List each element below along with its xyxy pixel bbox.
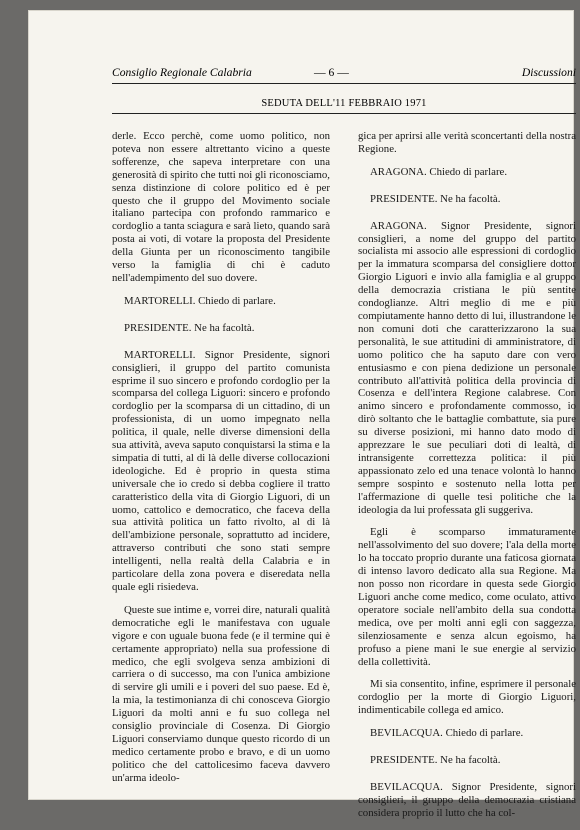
- paragraph: Egli è scomparso immaturamente nell'assolvimento del suo dovere; l'ala della morte lo ha toccato proprio durante una faticosa giornata di intenso lavoro dedicato alla sua Regione. Ma non posso non ricordare in questa sede Giorgio Liguori anche come medico, come oculato, attivo operatore sociale nell'ambito della sua condotta medica, ove per molti anni egli con saggezza, silenziosamente e senza alcun egoismo, ha profuso a piene mani le sue energie al servizio della collettività.: [358, 526, 576, 668]
- speaker-line: BEVILACQUA. Chiedo di parlare.: [370, 727, 524, 740]
- paragraph: gica per aprirsi alle verità sconcertanti della nostra Regione.: [358, 130, 576, 155]
- paragraph: MARTORELLI. Signor Presidente, signori consiglieri, il gruppo del partito comunista esprime il suo sincero e profondo cordoglio per la scomparsa del collega Liguori: sincero e profondo cordoglio per la scomparsa di un cittadino, di un professionista, di un uomo impegnato nella politica, il quale, nelle diverse dimensioni della sua attività, aveva saputo conquistarsi la stima e la simpatia di tutti, al di là delle diverse collocazioni ideologiche. Ed è proprio in questa stima universale che io credo si debba cogliere il tratto caratteristico della vita di Giorgio Liguori, di un uomo, cattolico e democratico, che faceva della sua attività politica un fatto rivolto, al di là dell'ambizione personale, soprattutto ad incidere, attraverso contributi che sono stati sempre intelligenti, nella realtà della Calabria e in particolare della zona povera e diseredata nella quale egli risiedeva.: [112, 348, 330, 593]
- document-page: [28, 10, 576, 819]
- running-header: [112, 66, 576, 82]
- speaker-line: PRESIDENTE. Ne ha facoltà.: [370, 754, 501, 767]
- page-number: — 6 —: [314, 66, 349, 79]
- speaker-line: PRESIDENTE. Ne ha facoltà.: [124, 321, 255, 334]
- text-column-right: [358, 130, 576, 830]
- speaker-line: MARTORELLI. Chiedo di parlare.: [124, 294, 276, 307]
- header-rule-bottom: [112, 113, 576, 114]
- paragraph: derle. Ecco perchè, come uomo politico, non poteva non essere altrettanto vicino a queste sofferenze, che sapeva interpretare con una generosità di spirito che tutti noi gli riconosciamo, senza distinzione di colore politico ed è per questo che il gruppo del Movimento sociale italiano partecipa con profondo rammarico e cordoglio a tanta sciagura e sarà lieto, quando sarà posta ai voti, di votare la proposta del Presidente della Giunta per un riconoscimento tangibile verso la famiglia di chi è caduto nell'adempimento del suo dovere.: [112, 130, 330, 284]
- paragraph: ARAGONA. Signor Presidente, signori consiglieri, a nome del gruppo del partito socialista mi associo alle espressioni di cordoglio per la immatura scomparsa del consigliere dottor Giorgio Liguori e invio alla famiglia e al gruppo della democrazia cristiana le più sentite condoglianze. Altri meglio di me e più compiutamente hanno detto di lui, illustrandone le non comuni doti che caratterizzarono la sua personalità, le sue attitudini di amministratore, di uomo politico che ha saputo dare con vero entusiasmo e con piena dedizione un personale contributo all'attività politica della provincia di Cosenza e dell'intera Regione calabrese. Con animo sincero e profondamente commosso, io dirò soltanto che le battaglie combattute, sia pure su diverse posizioni, mi hanno dato modo di apprezzare le sue peculiari doti di lealtà, di intransigente correttezza politica: il più appassionato zelo ed una tenace volontà lo hanno sempre sospinto e sostenuto nella lotta per l'affermazione di quelle tesi politiche che la ideologia da lui professata gli suggeriva.: [358, 219, 576, 516]
- page-content: [112, 66, 576, 819]
- session-date: SEDUTA DELL'11 FEBBRAIO 1971: [261, 98, 427, 109]
- paragraph: Queste sue intime e, vorrei dire, naturali qualità democratiche egli le manifestava con uguale vigore e con uguale buona fede (e il termine qui è certamente appropriato) nella sua professione di medico, che egli svolgeva senza ambizioni di carriera o di successo, ma con l'unica ambizione di servire gli umili e i poveri del suo paese. Ed è, la mia, la testimonianza di chi conosceva Giorgio Liguori da molti anni e fu suo collega nel consiglio provinciale di Cosenza. Di Giorgio Liguori conserviamo dunque questo ricordo di un medico certamente probo e bravo, e di un uomo politico che del cattolicesimo faceva davvero un'arma ideolo-: [112, 603, 330, 784]
- text-column-left: [112, 130, 330, 795]
- speaker-line: ARAGONA. Chiedo di parlare.: [370, 165, 508, 178]
- header-rule-top: [112, 83, 576, 84]
- header-publication: Consiglio Regionale Calabria: [112, 66, 252, 79]
- speaker-line: PRESIDENTE. Ne ha facoltà.: [370, 192, 501, 205]
- paragraph: Mi sia consentito, infine, esprimere il personale cordoglio per la morte di Giorgio Liguori, indimenticabile collega ed amico.: [358, 678, 576, 717]
- header-section: Discussioni: [521, 66, 576, 79]
- paragraph: BEVILACQUA. Signor Presidente, signori consiglieri, il gruppo della democrazia cristiana considera proprio il lutto che ha col-: [358, 780, 576, 819]
